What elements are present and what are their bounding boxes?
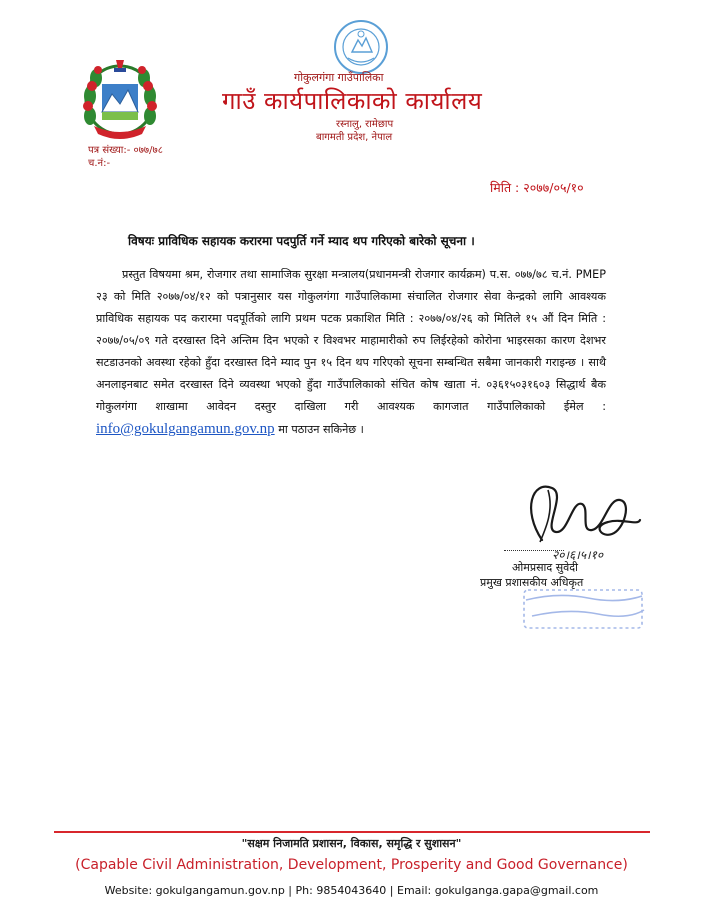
nepal-emblem-logo (76, 56, 164, 140)
contact-info: Website: gokulgangamun.gov.np | Ph: 9854043640 | Email: gokulganga.gapa@gmail.com (104, 884, 599, 897)
office-title: गाउँ कार्यपालिकाको कार्यालय (222, 87, 483, 115)
municipality-seal-stamp (330, 18, 392, 76)
notice-subject: विषयः प्राविधिक सहायक करारमा पदपुर्ति गर्ने म्याद थप गरिएको बारेको सूचना । (128, 234, 475, 248)
body-paragraph: प्रस्तुत विषयमा श्रम, रोजगार तथा सामाजिक सुरक्षा मन्त्रालय(प्रधानमन्त्री रोजगार कार्यक्रम) प.स. ०७७/७८ च.नं. PMEP २३ को मिति २०७७/०४/१२ को पत्रानुसार यस गोकुलगंगा गाउँपालिकामा संचालित रोजगार सेवा केन्द्रको लागि आवश्यक प्राविधिक सहायक पद करारमा पदपूर्तिको लागि प्रथम पटक प्रकाशित मिति : २०७७/०४/२६ को मितिले १५ औं दिन मिति : २०७७/०५/०९ गते दरखास्त दिने अन्तिम दिन भएको र विश्वभर माहामारीको रुप लिईरहेको कोरोना भाइरसका कारण देशभर सटडाउनको अवस्था रहेको हुँदा दरखास्त दिने म्याद पुन १५ दिन थप गरिएको सूचना सम्बन्धित सबैमा जानकारी गराइन्छ । साथै अनलाइनबाट समेत दरखास्त दिने व्यवस्था भएको हुँदा गाउँपालिकाको संचित कोष खाता नं. ०३६१५०३१६०३ सिद्धार्थ बैक गोकुलगंगा शाखामा आवेदन दस्तुर दाखिला गरी आवश्यक कागजात गाउँपालिकाको ईमेल : (96, 268, 606, 413)
address-line-2: बागमती प्रदेश, नेपाल (316, 132, 393, 143)
motto-english: (Capable Civil Administration, Development, Prosperity and Good Governance) (75, 857, 628, 873)
motto-nepali: "सक्षम निजामति प्रशासन, विकास, समृद्धि र सुशासन" (241, 837, 462, 850)
signer-title: प्रमुख प्रशासकीय अधिकृत (480, 576, 584, 589)
letter-date: मिति : २०७७/०५/१० (490, 180, 584, 195)
municipality-name: गोकुलगंगा गाउँपालिका (294, 71, 384, 84)
reference-number: पत्र संख्या:- ०७७/७८ (88, 145, 163, 156)
handwritten-date: २०।६।५।१० (552, 548, 604, 562)
footer-divider (54, 831, 650, 833)
signer-name: ओमप्रसाद सुवेदी (512, 561, 578, 574)
official-stamp (518, 586, 648, 632)
dispatch-number: च.नं:- (88, 158, 111, 169)
body-closing: मा पठाउन सकिनेछ । (278, 423, 364, 436)
address-line-1: रस्नालु, रामेछाप (336, 119, 394, 130)
email-link[interactable]: info@gokulgangamun.gov.np (96, 421, 275, 437)
notice-body (96, 264, 606, 441)
